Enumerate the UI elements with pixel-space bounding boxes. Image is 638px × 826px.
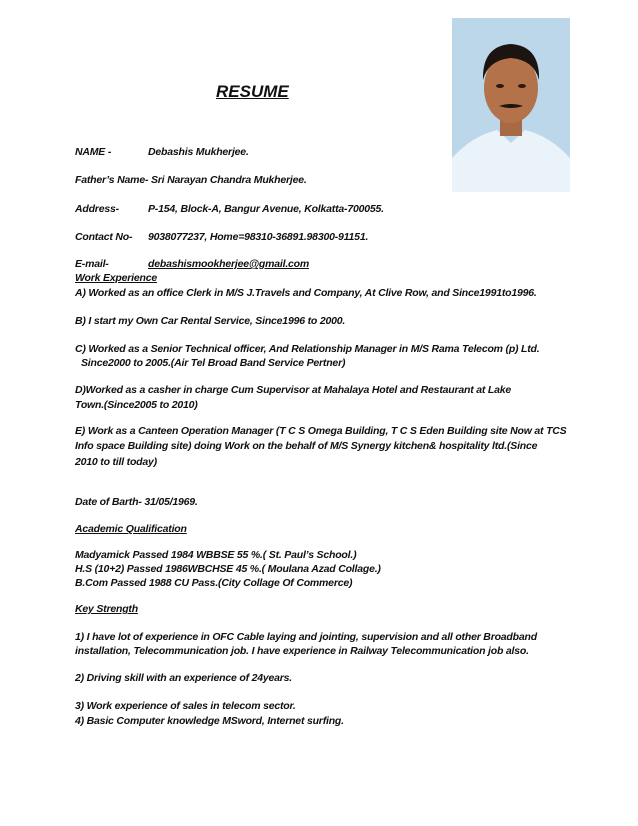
address-label: Address-	[75, 203, 119, 215]
email-label: E-mail-	[75, 258, 109, 270]
strength-heading: Key Strength	[75, 603, 138, 615]
contact-value: 9038077237, Home=98310-36891.98300-91151.	[148, 231, 369, 243]
email-row	[75, 257, 309, 271]
work-line: Info space Building site) doing Work on the behalf of M/S Synergy kitchen& hospitality ltd.(Since	[75, 440, 538, 452]
date-of-birth: Date of Barth- 31/05/1969.	[75, 496, 198, 508]
academic-line: H.S (10+2) Passed 1986WBCHSE 45 %.( Moulana Azad Collage.)	[75, 563, 381, 575]
contact-label: Contact No-	[75, 231, 133, 243]
work-line: A) Worked as an office Clerk in M/S J.Travels and Company, At Clive Row, and Since1991to1996.	[75, 287, 537, 299]
work-line: D)Worked as a casher in charge Cum Supervisor at Mahalaya Hotel and Restaurant at Lake	[75, 384, 512, 396]
work-line: Since2000 to 2005.(Air Tel Broad Band Service Pertner)	[81, 357, 346, 369]
work-heading: Work Experience	[75, 272, 158, 284]
strength-line: 4) Basic Computer knowledge MSword, Internet surfing.	[75, 715, 344, 727]
profile-photo	[452, 18, 570, 192]
work-line: B) I start my Own Car Rental Service, Since1996 to 2000.	[75, 315, 346, 327]
work-line: E) Work as a Canteen Operation Manager (T C S Omega Building, T C S Eden Building site Now at TCS	[75, 425, 567, 437]
strength-line: installation, Telecommunication job. I have experience in Railway Telecommunication job also.	[75, 645, 529, 657]
father-label: Father’s Name-	[75, 174, 149, 186]
address-row	[75, 202, 384, 216]
name-value: Debashis Mukherjee.	[148, 146, 249, 158]
academic-heading: Academic Qualification	[75, 523, 187, 535]
email-link[interactable]: debashismookherjee@gmail.com	[148, 258, 310, 270]
work-line: 2010 to till today)	[75, 456, 157, 468]
resume-title: RESUME	[216, 82, 289, 101]
academic-line: Madyamick Passed 1984 WBBSE 55 %.( St. Paul’s School.)	[75, 549, 357, 561]
father-value: Sri Narayan Chandra Mukherjee.	[150, 174, 307, 186]
contact-row	[75, 230, 368, 244]
strength-line: 3) Work experience of sales in telecom sector.	[75, 700, 296, 712]
name-row	[75, 145, 249, 159]
name-label: NAME -	[75, 146, 112, 158]
work-line: Town.(Since2005 to 2010)	[75, 399, 198, 411]
strength-line: 1) I have lot of experience in OFC Cable laying and jointing, supervision and all other Broadband	[75, 631, 537, 643]
father-row	[75, 173, 307, 187]
academic-line: B.Com Passed 1988 CU Pass.(City Collage Of Commerce)	[75, 577, 353, 589]
strength-line: 2) Driving skill with an experience of 24years.	[75, 672, 293, 684]
address-value: P-154, Block-A, Bangur Avenue, Kolkatta-700055.	[148, 203, 384, 215]
work-line: C) Worked as a Senior Technical officer, And Relationship Manager in M/S Rama Telecom (p) Ltd.	[75, 343, 540, 355]
